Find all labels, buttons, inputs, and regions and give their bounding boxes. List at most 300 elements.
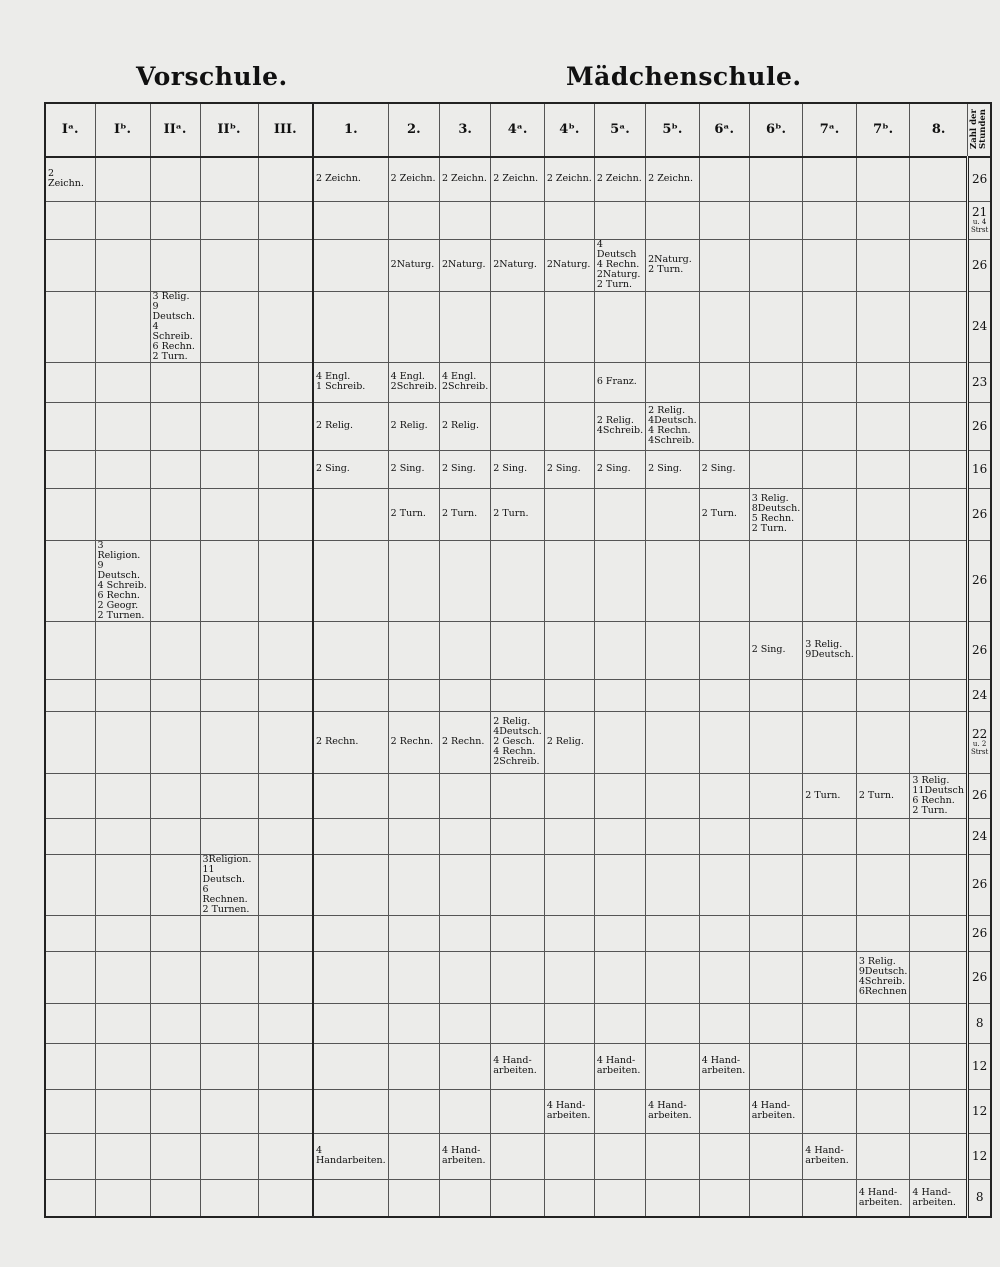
lesson-cell [594, 773, 645, 818]
lesson-cell [594, 915, 645, 951]
table-row [45, 915, 991, 951]
table-row [45, 488, 991, 540]
column-header: 1. [313, 103, 388, 157]
lesson-cell [439, 679, 490, 711]
lesson-cell [856, 1089, 910, 1133]
table-row [45, 362, 991, 402]
lesson-cell [439, 1179, 490, 1217]
lesson-cell [749, 818, 803, 854]
lesson-cell [150, 450, 200, 488]
lesson-cell [856, 488, 910, 540]
lesson-cell [910, 711, 968, 773]
lesson-cell [803, 915, 857, 951]
total-hours-cell: 26 [967, 621, 991, 679]
lesson-cell [258, 1089, 313, 1133]
lesson-cell [313, 773, 388, 818]
lesson-cell: 2 Zeichn. [439, 157, 490, 201]
lesson-cell [856, 201, 910, 239]
lesson-cell [594, 201, 645, 239]
lesson-cell [388, 1179, 439, 1217]
lesson-cell [45, 540, 95, 621]
lesson-cell: 2 Turn. [491, 488, 545, 540]
lesson-cell [439, 818, 490, 854]
lesson-cell [150, 1133, 200, 1179]
lesson-cell: 2 Zeichn. [45, 157, 95, 201]
lesson-cell [749, 854, 803, 915]
lesson-cell [491, 1003, 545, 1043]
lesson-cell [439, 951, 490, 1003]
lesson-cell [910, 1003, 968, 1043]
lesson-cell [491, 679, 545, 711]
lesson-cell [200, 157, 258, 201]
lesson-cell [594, 711, 645, 773]
lesson-cell: 4 Hand- arbeiten. [910, 1179, 968, 1217]
lesson-cell: 3 Relig. 8Deutsch. 5 Rechn. 2 Turn. [749, 488, 803, 540]
lesson-cell [803, 291, 857, 362]
lesson-cell [388, 540, 439, 621]
lesson-cell [594, 1133, 645, 1179]
lesson-cell: 4 Hand- arbeiten. [594, 1043, 645, 1089]
lesson-cell [803, 818, 857, 854]
lesson-cell [45, 488, 95, 540]
lesson-cell [749, 1133, 803, 1179]
lesson-cell [200, 915, 258, 951]
lesson-cell [313, 1179, 388, 1217]
lesson-cell: 2 Zeichn. [544, 157, 594, 201]
lesson-cell [910, 1043, 968, 1089]
lesson-cell [646, 915, 700, 951]
lesson-cell [491, 291, 545, 362]
lesson-cell: 4 Handarbeiten. [313, 1133, 388, 1179]
lesson-cell [910, 201, 968, 239]
lesson-cell [491, 1179, 545, 1217]
lesson-cell [258, 402, 313, 450]
lesson-cell: 2 Relig. [313, 402, 388, 450]
lesson-cell [749, 679, 803, 711]
lesson-cell [45, 818, 95, 854]
total-hours-cell: 26 [967, 239, 991, 291]
lesson-cell [150, 818, 200, 854]
lesson-cell [544, 201, 594, 239]
lesson-cell [200, 488, 258, 540]
lesson-cell [803, 711, 857, 773]
lesson-cell: 2 Sing. [594, 450, 645, 488]
heading-maedchenschule: Mädchenschule. [566, 62, 802, 91]
lesson-cell [544, 540, 594, 621]
lesson-cell [439, 1043, 490, 1089]
lesson-cell [388, 291, 439, 362]
lesson-cell [544, 818, 594, 854]
lesson-cell [910, 540, 968, 621]
lesson-cell [749, 450, 803, 488]
lesson-cell [544, 915, 594, 951]
lesson-cell [910, 1133, 968, 1179]
lesson-cell [910, 915, 968, 951]
lesson-cell [388, 1089, 439, 1133]
lesson-cell [313, 291, 388, 362]
lesson-cell [594, 621, 645, 679]
lesson-cell: 4 Hand- arbeiten. [491, 1043, 545, 1089]
lesson-cell [491, 1089, 545, 1133]
lesson-cell [95, 1043, 150, 1089]
lesson-cell [200, 818, 258, 854]
lesson-cell [856, 239, 910, 291]
lesson-cell [803, 201, 857, 239]
lesson-cell [45, 291, 95, 362]
lesson-cell [150, 915, 200, 951]
lesson-cell [258, 157, 313, 201]
lesson-cell: 2 Zeichn. [491, 157, 545, 201]
lesson-cell [749, 291, 803, 362]
lesson-cell [491, 1133, 545, 1179]
lesson-cell [856, 1003, 910, 1043]
table-row [45, 1179, 991, 1217]
heading-vorschule: Vorschule. [136, 62, 288, 91]
lesson-cell [910, 402, 968, 450]
lesson-cell [439, 1003, 490, 1043]
lesson-cell: 2Naturg. 2 Turn. [646, 239, 700, 291]
lesson-cell [856, 291, 910, 362]
lesson-cell [910, 1089, 968, 1133]
lesson-cell: 4 Engl. 1 Schreib. [313, 362, 388, 402]
lesson-cell [95, 854, 150, 915]
lesson-cell [95, 450, 150, 488]
lesson-cell [439, 201, 490, 239]
lesson-cell [439, 291, 490, 362]
total-hours-note: u. 2 Strst [970, 739, 989, 756]
total-hours-cell: 23 [967, 362, 991, 402]
lesson-cell: 4 Hand- arbeiten. [439, 1133, 490, 1179]
lesson-cell [910, 951, 968, 1003]
lesson-cell: 4 Hand- arbeiten. [749, 1089, 803, 1133]
lesson-cell: 2Naturg. [388, 239, 439, 291]
lesson-cell [544, 291, 594, 362]
total-hours-cell: 12 [967, 1089, 991, 1133]
lesson-cell [803, 488, 857, 540]
lesson-cell [150, 679, 200, 711]
lesson-cell [45, 239, 95, 291]
lesson-cell [200, 1133, 258, 1179]
lesson-cell: 3 Relig. 9Deutsch. 4Schreib. 6Rechnen [856, 951, 910, 1003]
lesson-cell [150, 1003, 200, 1043]
column-header: III. [258, 103, 313, 157]
lesson-cell [439, 621, 490, 679]
lesson-cell [439, 1089, 490, 1133]
lesson-cell [150, 1043, 200, 1089]
total-hours-cell: 22 u. 2 Strst [967, 711, 991, 773]
lesson-cell [45, 711, 95, 773]
lesson-cell [646, 679, 700, 711]
lesson-cell: 2Naturg. [439, 239, 490, 291]
lesson-cell [803, 540, 857, 621]
lesson-cell [95, 157, 150, 201]
lesson-cell [150, 239, 200, 291]
lesson-cell [388, 951, 439, 1003]
table-row [45, 679, 991, 711]
total-hours-cell: 8 [967, 1179, 991, 1217]
lesson-cell [856, 1043, 910, 1089]
lesson-cell: 2Naturg. [544, 239, 594, 291]
lesson-cell [544, 1003, 594, 1043]
lesson-cell: 2 Sing. [749, 621, 803, 679]
timetable [44, 102, 992, 1218]
lesson-cell [803, 239, 857, 291]
column-header: Iᵇ. [95, 103, 150, 157]
total-hours-cell: 24 [967, 679, 991, 711]
lesson-cell: 2 Sing. [491, 450, 545, 488]
lesson-cell [749, 362, 803, 402]
lesson-cell [491, 201, 545, 239]
lesson-cell [45, 679, 95, 711]
lesson-cell [150, 951, 200, 1003]
lesson-cell: 4 Engl. 2Schreib. [388, 362, 439, 402]
lesson-cell [95, 1089, 150, 1133]
lesson-cell [491, 540, 545, 621]
lesson-cell [594, 1089, 645, 1133]
lesson-cell [258, 854, 313, 915]
lesson-cell [258, 1003, 313, 1043]
table-row [45, 854, 991, 915]
lesson-cell [749, 711, 803, 773]
lesson-cell [95, 201, 150, 239]
lesson-cell [856, 157, 910, 201]
lesson-cell [439, 540, 490, 621]
lesson-cell [544, 362, 594, 402]
lesson-cell [258, 201, 313, 239]
lesson-cell [699, 1003, 749, 1043]
lesson-cell: 2 Rechn. [388, 711, 439, 773]
lesson-cell [258, 362, 313, 402]
lesson-cell [45, 201, 95, 239]
lesson-cell [200, 1089, 258, 1133]
column-header: 2. [388, 103, 439, 157]
table-row [45, 1089, 991, 1133]
column-header: 5ᵇ. [646, 103, 700, 157]
lesson-cell [200, 951, 258, 1003]
lesson-cell [200, 1179, 258, 1217]
lesson-cell [439, 915, 490, 951]
lesson-cell: 4 Hand- arbeiten. [646, 1089, 700, 1133]
lesson-cell [313, 1089, 388, 1133]
lesson-cell [45, 621, 95, 679]
lesson-cell [200, 679, 258, 711]
total-hours-cell: 21 u. 4 Strst [967, 201, 991, 239]
lesson-cell [200, 402, 258, 450]
lesson-cell [699, 239, 749, 291]
lesson-cell: 2 Turn. [699, 488, 749, 540]
lesson-cell [388, 201, 439, 239]
lesson-cell: 3 Religion. 9 Deutsch. 4 Schreib. 6 Rechn. 2 Geogr. 2 Turnen. [95, 540, 150, 621]
lesson-cell: 2 Zeichn. [388, 157, 439, 201]
column-header: 3. [439, 103, 490, 157]
lesson-cell [200, 773, 258, 818]
lesson-cell [910, 818, 968, 854]
lesson-cell [544, 773, 594, 818]
lesson-cell [388, 1043, 439, 1089]
lesson-cell: 2 Turn. [439, 488, 490, 540]
lesson-cell [258, 679, 313, 711]
lesson-cell: 2 Turn. [856, 773, 910, 818]
lesson-cell: 3 Relig. 9 Deutsch. 4 Schreib. 6 Rechn. 2 Turn. [150, 291, 200, 362]
lesson-cell [699, 157, 749, 201]
lesson-cell: 2 Turn. [803, 773, 857, 818]
lesson-cell [150, 201, 200, 239]
total-hours-cell: 12 [967, 1043, 991, 1089]
lesson-cell [856, 621, 910, 679]
lesson-cell [646, 1003, 700, 1043]
lesson-cell [646, 951, 700, 1003]
lesson-cell [258, 915, 313, 951]
lesson-cell [910, 621, 968, 679]
total-hours-cell: 26 [967, 402, 991, 450]
lesson-cell [803, 679, 857, 711]
lesson-cell [803, 157, 857, 201]
lesson-cell [258, 239, 313, 291]
lesson-cell [910, 450, 968, 488]
lesson-cell [699, 679, 749, 711]
lesson-cell [258, 488, 313, 540]
lesson-cell [594, 1179, 645, 1217]
lesson-cell [910, 291, 968, 362]
lesson-cell [544, 854, 594, 915]
total-hours-cell: 16 [967, 450, 991, 488]
lesson-cell [258, 621, 313, 679]
lesson-cell [95, 773, 150, 818]
lesson-cell [258, 818, 313, 854]
lesson-cell [200, 1003, 258, 1043]
lesson-cell [313, 1043, 388, 1089]
lesson-cell [856, 915, 910, 951]
lesson-cell: 4 Hand- arbeiten. [544, 1089, 594, 1133]
lesson-cell [95, 951, 150, 1003]
lesson-cell [594, 951, 645, 1003]
lesson-cell [646, 540, 700, 621]
lesson-cell: 2 Zeichn. [646, 157, 700, 201]
lesson-cell [910, 679, 968, 711]
lesson-cell: 2 Sing. [439, 450, 490, 488]
lesson-cell [544, 679, 594, 711]
lesson-cell [544, 951, 594, 1003]
lesson-cell [699, 362, 749, 402]
lesson-cell: 2 Relig. [439, 402, 490, 450]
lesson-cell [150, 488, 200, 540]
table-row [45, 540, 991, 621]
lesson-cell: 4 Hand- arbeiten. [699, 1043, 749, 1089]
table-row [45, 951, 991, 1003]
lesson-cell [749, 915, 803, 951]
lesson-cell [544, 1133, 594, 1179]
lesson-cell [544, 621, 594, 679]
total-hours-header: Zahl der Stunden [967, 103, 991, 157]
lesson-cell [749, 540, 803, 621]
lesson-cell [646, 1179, 700, 1217]
lesson-cell [258, 450, 313, 488]
lesson-cell [856, 540, 910, 621]
table-row [45, 201, 991, 239]
lesson-cell [594, 679, 645, 711]
table-row [45, 711, 991, 773]
lesson-cell: 3Religion. 11 Deutsch. 6 Rechnen. 2 Turnen. [200, 854, 258, 915]
lesson-cell [45, 1179, 95, 1217]
lesson-cell [258, 1179, 313, 1217]
column-header: 6ᵃ. [699, 103, 749, 157]
lesson-cell [45, 1003, 95, 1043]
lesson-cell [313, 201, 388, 239]
lesson-cell [646, 362, 700, 402]
lesson-cell: 3 Relig. 11Deutsch 6 Rechn. 2 Turn. [910, 773, 968, 818]
total-hours-cell: 26 [967, 854, 991, 915]
column-header: 7ᵃ. [803, 103, 857, 157]
lesson-cell [699, 915, 749, 951]
lesson-cell [150, 1089, 200, 1133]
lesson-cell [544, 1043, 594, 1089]
lesson-cell [95, 818, 150, 854]
lesson-cell [313, 239, 388, 291]
lesson-cell [646, 818, 700, 854]
lesson-cell [491, 621, 545, 679]
lesson-cell [749, 201, 803, 239]
lesson-cell [749, 1179, 803, 1217]
lesson-cell [749, 402, 803, 450]
table-row [45, 157, 991, 201]
lesson-cell [594, 818, 645, 854]
lesson-cell [95, 362, 150, 402]
lesson-cell [594, 540, 645, 621]
total-hours-cell: 26 [967, 540, 991, 621]
lesson-cell [95, 711, 150, 773]
lesson-cell: 2 Sing. [313, 450, 388, 488]
lesson-cell [699, 854, 749, 915]
lesson-cell [699, 773, 749, 818]
lesson-cell [45, 854, 95, 915]
lesson-cell [388, 1133, 439, 1179]
column-header: 8. [910, 103, 968, 157]
lesson-cell [646, 854, 700, 915]
lesson-cell [646, 1133, 700, 1179]
lesson-cell [200, 711, 258, 773]
lesson-cell [45, 450, 95, 488]
lesson-cell: 2 Relig. [544, 711, 594, 773]
lesson-cell [803, 1089, 857, 1133]
lesson-cell: 2 Sing. [388, 450, 439, 488]
column-header: 4ᵃ. [491, 103, 545, 157]
lesson-cell [856, 450, 910, 488]
lesson-cell [95, 402, 150, 450]
lesson-cell [856, 362, 910, 402]
lesson-cell [258, 1133, 313, 1179]
total-hours-cell: 8 [967, 1003, 991, 1043]
total-hours-cell: 26 [967, 157, 991, 201]
lesson-cell [646, 773, 700, 818]
lesson-cell [258, 711, 313, 773]
lesson-cell: 4 Hand- arbeiten. [856, 1179, 910, 1217]
column-header: 4ᵇ. [544, 103, 594, 157]
lesson-cell [45, 915, 95, 951]
lesson-cell [491, 854, 545, 915]
lesson-cell [491, 362, 545, 402]
lesson-cell [150, 157, 200, 201]
lesson-cell [491, 773, 545, 818]
lesson-cell: 2 Sing. [646, 450, 700, 488]
lesson-cell [544, 402, 594, 450]
lesson-cell [594, 854, 645, 915]
lesson-cell [258, 773, 313, 818]
lesson-cell [388, 854, 439, 915]
lesson-cell [95, 291, 150, 362]
lesson-cell [150, 711, 200, 773]
lesson-cell [45, 1089, 95, 1133]
lesson-cell [95, 1179, 150, 1217]
